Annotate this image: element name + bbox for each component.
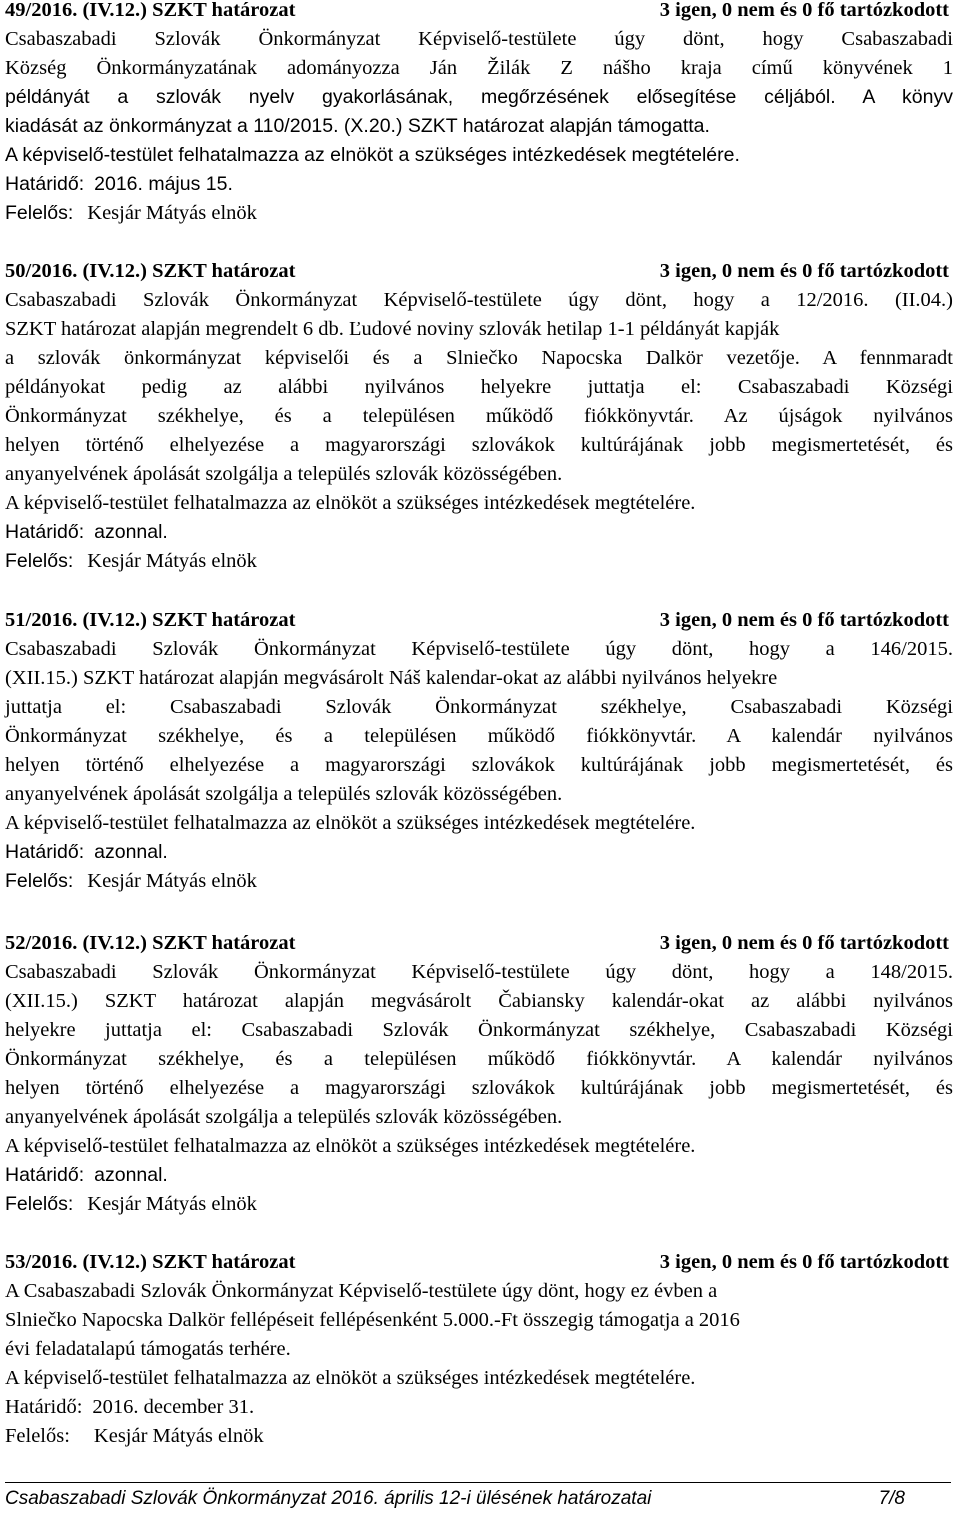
resolution-title: 52/2016. (IV.12.) SZKT határozat [5,932,296,954]
body-line: helyen történő elhelyezése a magyarországi szlovákok kultúrájának jobb megismertetését, és [5,754,953,776]
body-line: SZKT határozat alapján megrendelt 6 db. Ľudové noviny szlovák hetilap 1-1 példányát kapják [5,318,780,340]
deadline-label: Határidő: [5,1164,85,1186]
responsible-value: Kesjár Mátyás elnök [87,1193,257,1215]
resolution-53 [5,1248,953,1451]
footer-divider [5,1482,951,1483]
body-line: A képviselő-testület felhatalmazza az elnököt a szükséges intézkedések megtételére. [5,492,696,514]
body-line: évi feladatalapú támogatás terhére. [5,1338,291,1360]
body-line: Csabaszabadi Szlovák Önkormányzat Képviselő-testülete úgy dönt, hogy Csabaszabadi [5,28,953,50]
deadline-line [5,518,953,547]
deadline-value: azonnal. [94,841,168,863]
body-line: A képviselő-testület felhatalmazza az elnököt a szükséges intézkedések megtételére. [5,1135,696,1157]
responsible-value: Kesjár Mátyás elnök [93,1425,264,1447]
resolution-52 [5,929,953,1219]
body-line: helyekre juttatja el: Csabaszabadi Szlovák Önkormányzat székhelye, Csabaszabadi Községi [5,1019,953,1041]
body-line: helyen történő elhelyezése a magyarországi szlovákok kultúrájának jobb megismertetését, és [5,1077,953,1099]
deadline-line [5,838,953,867]
responsible-line [5,1190,953,1219]
body-line: Csabaszabadi Szlovák Önkormányzat Képviselő-testülete úgy dönt, hogy a 12/2016. (II.04.) [5,289,953,311]
responsible-line [5,199,953,228]
vote-result: 3 igen, 0 nem és 0 fő tartózkodott [659,609,949,631]
deadline-line [5,170,953,199]
deadline-label: Határidő: [5,521,85,543]
body-line: (XII.15.) SZKT határozat alapján megvásárolt Náš kalendar-okat az alábbi nyilvános helyekre [5,667,778,689]
responsible-label: Felelős: [5,870,74,892]
deadline-value: azonnal. [94,521,168,543]
responsible-label: Felelős: [5,1425,70,1447]
responsible-value: Kesjár Mátyás elnök [87,550,257,572]
resolution-title: 49/2016. (IV.12.) SZKT határozat [5,0,296,21]
deadline-label: Határidő: [5,1396,83,1418]
footer-text: Csabaszabadi Szlovák Önkormányzat 2016. április 12-i ülésének határozatai [5,1488,652,1509]
deadline-line [5,1161,953,1190]
responsible-line [5,1422,953,1451]
body-line: anyanyelvének ápolását szolgálja a település szlovák közösségében. [5,463,563,485]
body-line: juttatja el: Csabaszabadi Szlovák Önkormányzat székhelye, Csabaszabadi Községi [5,696,953,718]
body-line: Slniečko Napocska Dalkör fellépéseit fellépésenként 5.000.-Ft összegig támogatja a 2016 [5,1309,740,1331]
body-line: kiadását az önkormányzat a 110/2015. (X.20.) SZKT határozat alapján támogatta. [5,115,710,137]
body-line: anyanyelvének ápolását szolgálja a település szlovák közösségében. [5,783,563,805]
resolution-header [5,1248,953,1277]
vote-result: 3 igen, 0 nem és 0 fő tartózkodott [659,260,949,282]
deadline-label: Határidő: [5,841,85,863]
responsible-line [5,867,953,896]
resolution-50 [5,257,953,576]
body-line: Község Önkormányzatának adományozza Ján Žilák Z nášho kraja című könyvének 1 [5,57,953,79]
resolution-header [5,0,953,25]
resolution-title: 50/2016. (IV.12.) SZKT határozat [5,260,296,282]
resolution-header [5,929,953,958]
responsible-value: Kesjár Mátyás elnök [87,202,257,224]
page-number: 7/8 [878,1488,905,1509]
body-line: anyanyelvének ápolását szolgálja a település szlovák közösségében. [5,1106,563,1128]
body-line: A képviselő-testület felhatalmazza az elnököt a szükséges intézkedések megtételére. [5,812,696,834]
body-line: Önkormányzat székhelye, és a településen működő fiókkönyvtár. Az újságok nyilvános [5,405,953,427]
deadline-value: 2016. december 31. [92,1396,255,1418]
responsible-value: Kesjár Mátyás elnök [87,870,257,892]
deadline-label: Határidő: [5,173,85,195]
resolution-header [5,257,953,286]
resolution-title: 53/2016. (IV.12.) SZKT határozat [5,1251,296,1273]
resolution-49 [5,0,953,228]
body-line: Önkormányzat székhelye, és a településen működő fiókkönyvtár. A kalendár nyilvános [5,1048,953,1070]
body-line: Önkormányzat székhelye, és a településen működő fiókkönyvtár. A kalendár nyilvános [5,725,953,747]
body-line: példányokat pedig az alábbi nyilvános helyekre juttatja el: Csabaszabadi Községi [5,376,953,398]
body-line: A képviselő-testület felhatalmazza az elnököt a szükséges intézkedések megtételére. [5,1367,696,1389]
body-line: helyen történő elhelyezése a magyarországi szlovákok kultúrájának jobb megismertetését, és [5,434,953,456]
responsible-label: Felelős: [5,550,74,572]
page-footer [5,1484,905,1514]
deadline-value: azonnal. [94,1164,168,1186]
responsible-label: Felelős: [5,202,74,224]
vote-result: 3 igen, 0 nem és 0 fő tartózkodott [659,932,949,954]
body-line: A Csabaszabadi Szlovák Önkormányzat Képviselő-testülete úgy dönt, hogy ez évben a [5,1280,718,1302]
resolution-51 [5,606,953,896]
body-line: A képviselő-testület felhatalmazza az elnököt a szükséges intézkedések megtételére. [5,144,740,166]
responsible-line [5,547,953,576]
vote-result: 3 igen, 0 nem és 0 fő tartózkodott [659,0,949,21]
body-line: Csabaszabadi Szlovák Önkormányzat Képviselő-testülete úgy dönt, hogy a 146/2015. [5,638,953,660]
deadline-value: 2016. május 15. [94,173,233,195]
responsible-label: Felelős: [5,1193,74,1215]
vote-result: 3 igen, 0 nem és 0 fő tartózkodott [659,1251,949,1273]
deadline-line [5,1393,953,1422]
resolution-header [5,606,953,635]
body-line: példányát a szlovák nyelv gyakorlásának, megőrzésének elősegítése céljából. A könyv [5,86,953,108]
body-line: a szlovák önkormányzat képviselői és a Slniečko Napocska Dalkör vezetője. A fennmaradt [5,347,953,369]
body-line: (XII.15.) SZKT határozat alapján megvásárolt Čabiansky kalendár-okat az alábbi nyilvános [5,990,953,1012]
resolution-title: 51/2016. (IV.12.) SZKT határozat [5,609,296,631]
body-line: Csabaszabadi Szlovák Önkormányzat Képviselő-testülete úgy dönt, hogy a 148/2015. [5,961,953,983]
